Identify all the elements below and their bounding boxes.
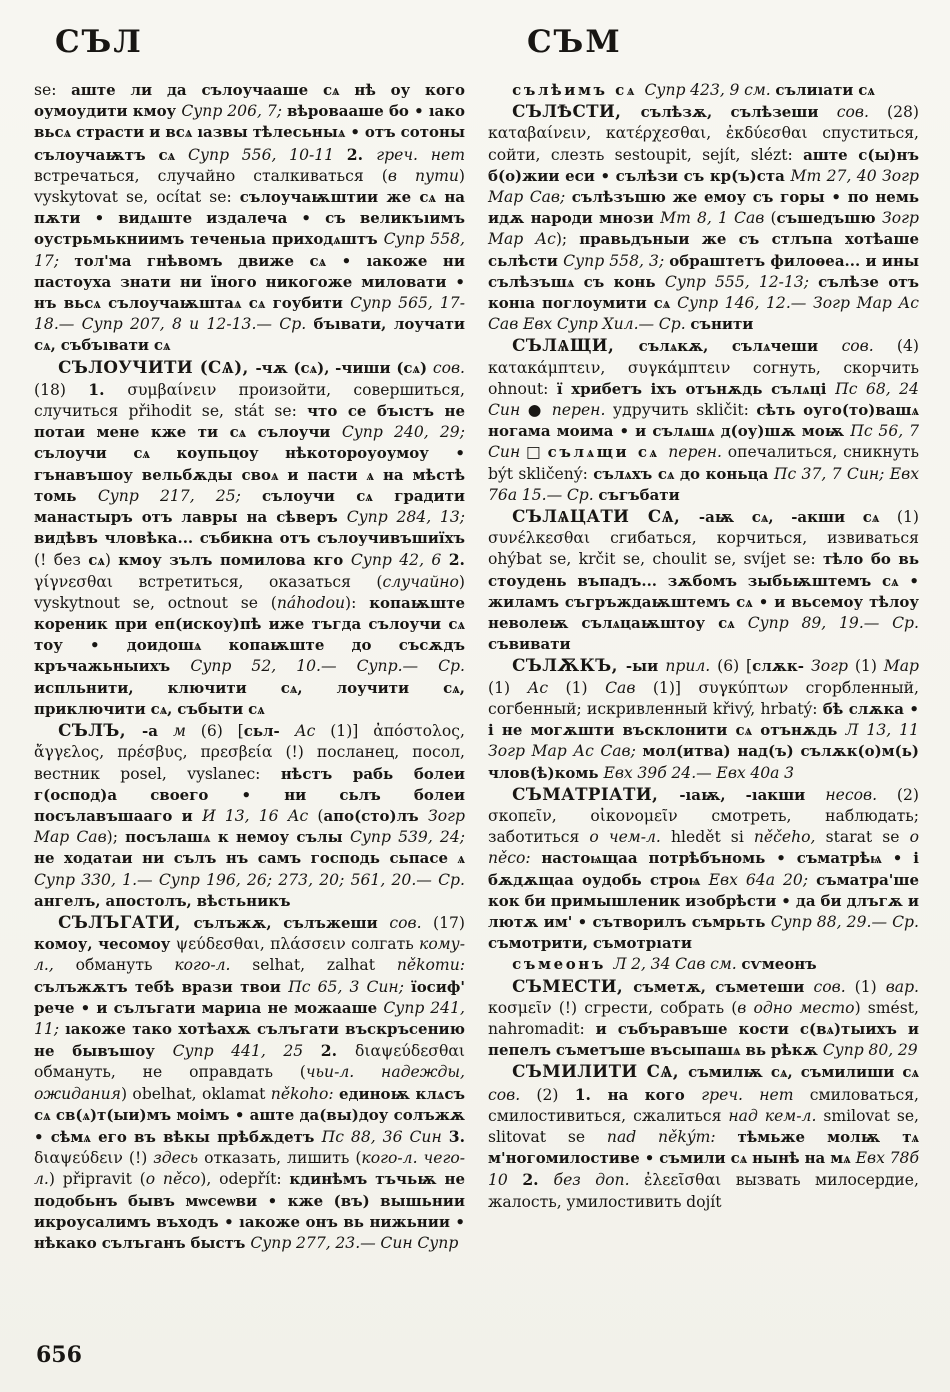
text-segment: аште с(ы)нъ б(о)жии еси • сълѣзи съ кр(ъ)ста	[488, 145, 919, 185]
text-segment: 3.	[448, 1126, 465, 1146]
text-segment: копаѭште кореник при еп(искоу)пѣ иже тъгда сълоучи сѧ тоу • доидошѧ копаѭште до съсѫдъ кръчажьныихъ	[34, 593, 465, 676]
text-segment: сѵмеонъ	[741, 955, 817, 974]
text-segment: съметѫ, съметеши	[633, 977, 814, 996]
text-segment: (1)]	[652, 678, 699, 697]
text-segment: καταβαίνειν, κατέρχεσθαι, ἐκδύεσθαι	[488, 124, 823, 143]
text-segment: и събъравъше кости с(вѧ)тыихъ и пепелъ съметъше въсыпашѧ вь рѣкѫ	[488, 1019, 919, 1060]
text-segment: );	[106, 828, 126, 847]
text-segment: съгъбати	[598, 485, 680, 504]
dictionary-entry	[488, 954, 919, 975]
text-segment: κοσμεῖν	[488, 998, 559, 1017]
text-segment: ●	[527, 401, 552, 420]
text-segment: сов.	[841, 337, 897, 356]
text-segment: чьи-л. надежды, ожидания	[34, 1063, 465, 1103]
text-segment: συνέλκεσθαι	[488, 529, 611, 548]
text-segment: произойти, совершиться, случиться přihodit se, stát se:	[34, 380, 465, 421]
text-segment: ) vyskytovat se, ocítat se:	[34, 166, 466, 207]
text-segment: (18)	[34, 380, 89, 399]
text-segment: СЪЛѢСТИ,	[512, 101, 641, 122]
dictionary-entry	[488, 335, 919, 506]
text-segment: Пс 37, 7 Син; Евх 76а 15.— Ср.	[488, 464, 919, 504]
text-segment: не ходатаи ни сълъ нъ самъ господь сьпасе ѧ	[34, 849, 465, 868]
text-segment: Супр 556, 10-11	[188, 145, 347, 164]
text-segment: -а	[142, 722, 173, 741]
text-segment: Супр 539, 24;	[349, 828, 465, 847]
text-segment: сѣть оуго(то)вашѧ ногама моима • и сълѧшѧ д(оу)шѫ моѭ	[488, 401, 919, 441]
text-segment: несов.	[825, 785, 897, 804]
text-segment: вар.	[885, 977, 920, 996]
text-segment: Супр 277, 23.— Син Супр	[250, 1233, 459, 1252]
text-segment: (	[317, 806, 324, 825]
text-segment: СЪЛОУЧИТИ (СѦ),	[58, 356, 256, 377]
text-segment: -ыи	[625, 657, 666, 676]
running-head-left: СЪЛ	[55, 24, 143, 60]
text-segment: согнуть, скорчить ohnout:	[488, 358, 919, 398]
text-segment: бъıвати, лоучати сѧ, събъıвати сѧ	[34, 315, 466, 355]
text-segment: smilovat se, slitovat se	[488, 1106, 920, 1146]
text-segment: СЪМАТРІАТИ,	[512, 783, 680, 804]
text-segment: удручить skličit:	[612, 401, 757, 420]
dictionary-entry	[488, 506, 919, 655]
text-segment: ї хрибетъ іхъ отънѫдь сълѧці	[556, 379, 836, 398]
text-segment: ангелъ, апостолъ, вѣстьникъ	[34, 891, 291, 910]
dictionary-entry	[488, 80, 919, 101]
text-segment: (!)	[128, 1149, 154, 1168]
text-segment: Евх 64а 20;	[708, 870, 817, 889]
text-segment: Супр 240, 29;	[341, 423, 465, 442]
text-segment: сгибаться, корчиться, извиваться ohýbat se, krčit se, choulit se, svíjet se:	[488, 529, 919, 569]
dictionary-entry	[34, 720, 465, 912]
text-segment: кдинѣмъ тъчьѭ не подобьнъ бывъ мѡсеѡви • кже (въ) вышьнии икроусалимъ въходъ • ıакоже онъ вь нижьнии • нѣкако сълъганъ быстъ	[34, 1170, 465, 1252]
text-segment: СЪМЕСТИ,	[512, 975, 634, 996]
page-number: 656	[36, 1342, 82, 1368]
text-segment: Супр 284, 13;	[346, 508, 465, 527]
text-segment: Супр 555, 12-13;	[664, 272, 819, 291]
text-segment: Мт 8, 1 Сав	[660, 209, 771, 228]
text-segment: (1)	[896, 508, 919, 527]
text-segment: сълиıати сѧ	[775, 81, 875, 99]
text-segment: ) obelhat, oklamat	[120, 1084, 271, 1103]
text-segment: сѧ	[88, 551, 105, 570]
text-segment: ἐλεεῖσθαι	[644, 1171, 736, 1190]
text-segment: (4)	[896, 337, 919, 356]
text-segment: Мт 27, 40 Зогр Мар Сав;	[488, 166, 919, 207]
text-segment: нѣстъ рабь болеи г(оспод)а своего • ни сьлъ болеи посълавъшааго и	[34, 764, 465, 825]
text-segment: обраштетъ филоѳеа... и ины сълѣзъшѧ съ конь	[488, 251, 919, 291]
text-segment: СЪЛЪГАТИ,	[58, 911, 194, 932]
text-segment: (6) [	[717, 657, 753, 676]
text-segment: смотреть, наблюдать; заботиться	[488, 806, 919, 847]
text-segment: съвивати	[488, 635, 571, 654]
text-segment: вѣровааше бо • ıако вьсѧ страсти и всѧ ıазвы тѣлесьныѧ • отъ сотоны сълоучаѭтъ сѧ	[34, 102, 466, 164]
text-segment: Зогр Мар Сав	[34, 806, 465, 847]
text-segment: Ас	[527, 678, 566, 697]
text-segment: Супр 88, 29.— Ср.	[770, 912, 919, 931]
text-segment: συμβαίνειν	[127, 380, 239, 399]
dictionary-entry	[488, 1061, 919, 1212]
text-segment: ψεύδεσθαι, πλάσσειν	[175, 935, 352, 954]
text-segment: Супр 206, 7;	[181, 102, 287, 121]
text-segment: перен.	[551, 401, 613, 420]
text-segment: (1)	[488, 678, 528, 697]
text-segment: Супр 42, 6	[350, 551, 449, 570]
text-segment: апо(сто)лъ	[323, 806, 429, 825]
text-segment: -чѫ (сѧ), -чиши (сѧ)	[255, 358, 433, 377]
text-segment: греч. нет	[701, 1085, 810, 1104]
text-segment: здесь	[153, 1149, 205, 1168]
text-segment: сълоучаѭштии же сѧ на пѫти • видѧште издалеча • съ великъıимъ оустрьмькниимъ теченьıа приходѧштъ	[34, 188, 465, 249]
text-segment: сьл-	[243, 722, 295, 741]
text-segment: (	[770, 209, 777, 228]
text-segment: Супр 217, 25;	[97, 486, 263, 505]
text-segment: без доп.	[553, 1171, 645, 1190]
text-segment: (!) посланец, посол, вестник posel, vyslanec:	[34, 743, 465, 783]
text-segment: διαψεύδειν	[34, 1149, 129, 1168]
text-segment: Пс 65, 3 Син;	[288, 977, 412, 996]
dictionary-entry	[34, 80, 465, 357]
text-segment: случайно	[382, 572, 459, 591]
text-segment: греч. нет	[376, 145, 465, 164]
text-segment: (2)	[536, 1085, 575, 1104]
text-segment: їосиф' рече • и сълъгати мариıа не можааше	[34, 977, 465, 1017]
text-segment: 2.	[522, 1170, 554, 1190]
text-segment: тѣло бо вь стоудень въпадъ... зѫбомъ зыбьѭштемъ сѧ • жиламъ съгръждаѭштемъ сѧ • и вьсемоу тѣлоу неволеѭ сълѧцаѭштоу сѧ	[488, 550, 919, 633]
text-segment: сов.	[432, 358, 465, 377]
text-segment: Евх 39б 24.— Евх 40а 3	[603, 763, 795, 782]
text-segment: ), odepřít:	[200, 1170, 290, 1189]
text-segment: единоѭ клѧсъ сѧ св(ѧ)т(ыи)мъ моімъ • аште да(вы)доу солъжѫ • сѣмѧ его въ вѣкы прѣбѫдетъ	[34, 1084, 465, 1146]
text-segment: съмеонъ	[512, 955, 614, 974]
text-segment: Пс 56, 7 Син	[488, 422, 919, 462]
text-segment: 1.	[574, 1084, 608, 1104]
text-segment: кого-л. чего-л.	[34, 1149, 465, 1189]
text-segment: 2.	[448, 550, 465, 570]
text-segment: вызвать милосердие, жалость, умилостивить dojít	[488, 1171, 919, 1211]
column-left	[34, 80, 465, 1254]
text-segment: (1)	[854, 657, 884, 676]
text-segment: o něco:	[488, 828, 919, 868]
text-segment: аште ли да сълоучааше сѧ нѣ оу кого оумоудити кмоу	[34, 81, 465, 121]
text-segment: (! без	[34, 551, 89, 570]
text-segment: сълѧхъ сѧ до коньца	[593, 464, 774, 483]
text-segment: бѣ слѫка • і не могѫшти въсклонити сѧ отънѫдь	[488, 699, 919, 740]
text-segment: на кого	[607, 1085, 702, 1104]
text-segment: Пс 88, 36 Син	[321, 1127, 449, 1146]
dictionary-entry	[34, 912, 465, 1254]
text-segment: 1.	[88, 379, 128, 399]
text-segment: съмотрити, съмотрıати	[488, 934, 693, 953]
text-segment: о чем-л.	[589, 828, 671, 847]
text-segment: прил.	[665, 657, 718, 676]
text-segment: сълоучи сѧ коупьцоу нѣкотороуоумоу • гънавъшоу вельбѫды своѧ и пасти ѧ на мѣстѣ томь	[34, 444, 465, 505]
text-segment: (1)	[854, 977, 886, 996]
text-segment: Супр 565, 17-18.— Супр 207, 8 и 12-13.— Ср.	[34, 294, 466, 334]
text-segment: nad někým:	[606, 1127, 738, 1146]
text-segment: тол'ма гнѣвомъ движе сѧ • ıакоже ни пастоуха знати ни їного никогоже миловати • нъ вьсѧ сълоучаѭштаѧ сѧ гоубити	[34, 251, 465, 313]
text-segment: γίγνεσθαι	[34, 572, 139, 591]
text-segment: кого-л.	[174, 956, 253, 975]
text-segment: κατακάμπτειν, συγκάμπτειν	[488, 358, 753, 377]
text-segment: сънити	[690, 315, 754, 334]
text-segment: διαψεύδεσθαι	[355, 1042, 465, 1061]
text-segment: selhat, zalhat	[252, 956, 397, 975]
text-segment: сълѣимъ сѧ	[512, 81, 645, 99]
text-segment: СЪМИЛИТИ СѦ,	[512, 1061, 689, 1082]
text-segment: СЪЛЪ,	[58, 720, 143, 741]
text-segment: м	[173, 722, 201, 741]
text-segment: Зогр	[811, 657, 855, 676]
text-segment: Супр 441, 25	[172, 1042, 321, 1061]
text-segment: )	[104, 551, 119, 570]
text-segment: (28)	[887, 103, 920, 122]
text-segment: сълѧкѫ, сълѧчеши	[638, 337, 842, 356]
text-segment: СЪЛѪКЪ,	[512, 655, 626, 676]
text-segment: Супр 330, 1.— Супр 196, 26; 273, 20; 561, 20.— Ср.	[34, 870, 465, 889]
text-segment: сов.	[488, 1085, 537, 1104]
dictionary-entry	[488, 976, 919, 1062]
text-segment: (2)	[896, 785, 919, 804]
text-segment: в одно место	[737, 998, 855, 1017]
text-segment: (1)	[565, 678, 606, 697]
text-segment: Сав	[605, 678, 653, 697]
text-segment: сълѧщи сѧ	[547, 443, 669, 462]
dictionary-entry	[488, 655, 919, 783]
text-segment: сълѣзѫ, сълѣзеши	[640, 103, 837, 122]
text-segment: съшедъшю	[776, 209, 883, 228]
text-segment: Супр 146, 12.— Зогр Мар Ас Сав Евх Супр Хил.— Ср.	[488, 294, 920, 334]
text-segment: комоу, чесомоу	[34, 935, 176, 954]
text-segment: видѣвъ чловѣка... събикна отъ сълоучивъшиїхъ	[34, 529, 465, 548]
text-segment: слѫк-	[752, 657, 812, 676]
text-segment: встретиться, оказаться (	[138, 572, 383, 591]
text-segment: сов.	[813, 977, 855, 996]
text-segment: И 13, 16 Ас	[202, 806, 318, 825]
text-segment: Пс 68, 24 Син	[488, 379, 919, 420]
text-segment: сълѣзъшю же емоу съ горы • по немь идѫ народи мнози	[488, 188, 919, 228]
text-segment: o něco	[145, 1170, 201, 1189]
text-segment: кмоу зълъ помилова кго	[118, 551, 351, 570]
text-segment: συγκύπτων	[698, 678, 806, 697]
text-segment: (1)]	[330, 722, 374, 741]
text-segment: starat se	[825, 828, 910, 847]
dictionary-entry	[34, 357, 465, 720]
text-segment: сълѣзе отъ конıа поглоумити сѧ	[488, 272, 920, 313]
text-segment: ) smést, nahromadit:	[488, 998, 920, 1038]
text-segment: смиловаться, смилостивиться, сжалиться	[488, 1085, 919, 1125]
text-segment: někoho:	[270, 1084, 339, 1103]
text-segment: Супр 52, 10.— Супр.— Ср.	[190, 657, 465, 676]
text-segment: (17)	[432, 913, 465, 932]
text-segment: σκοπεῖν, οἰκονομεῖν	[488, 806, 712, 825]
text-segment: Супр 241, 11;	[34, 998, 465, 1038]
text-segment: опечалиться, сникнуть být skličený:	[488, 443, 920, 483]
text-segment: мол(итва) над(ъ) сълѫк(о)м(ь) члов(ѣ)комь	[488, 742, 919, 782]
text-segment: □	[526, 443, 548, 462]
text-segment: něčeho,	[753, 828, 826, 847]
text-segment: СЪЛѦЩИ,	[512, 335, 639, 356]
column-right	[488, 80, 919, 1254]
text-segment: -ıаѭ, -ıакши	[679, 785, 826, 804]
text-segment: что се бъıстъ не потаи мене кже ти сѧ сълоучи	[34, 402, 465, 442]
text-segment: посълашѧ к немоу сълы	[125, 828, 350, 847]
text-segment: ):	[345, 593, 370, 612]
text-segment: в пути	[387, 166, 459, 185]
text-segment: обмануть, не оправдать (	[34, 1063, 306, 1082]
text-segment: Супр 89, 19.— Ср.	[747, 614, 919, 633]
text-segment: náhodou	[276, 593, 346, 612]
text-segment: тѣмьже молѭ тѧ м'ногомилостиве • съмили сѧ нынѣ на мѧ	[488, 1127, 919, 1168]
text-segment: съмилѭ сѧ, съмилиши сѧ	[688, 1063, 919, 1082]
text-segment: Ас	[294, 722, 331, 741]
dictionary-entry	[488, 101, 919, 335]
text-columns	[34, 80, 919, 1254]
text-segment: сълъжѫтъ тебѣ врази твои	[34, 977, 289, 996]
running-head-right: СЪМ	[527, 24, 622, 60]
text-segment: ἀπόστολος, ἄγγελος, πρέσβυς, πρεσβεία	[34, 722, 465, 762]
text-segment: 2.	[346, 144, 377, 164]
text-segment: (!) сгрести, собрать (	[558, 998, 738, 1017]
text-segment: сов.	[389, 913, 433, 932]
text-segment: hledět si	[670, 828, 754, 847]
text-segment: встречаться, случайно сталкиваться (	[34, 166, 388, 185]
text-segment: сов.	[836, 103, 887, 122]
text-segment: сълъжѫ, сълъжеши	[193, 913, 390, 932]
text-segment: );	[555, 230, 580, 249]
text-segment: правьдъныи же съ стлъпа хотѣаше сьлѣсти	[488, 230, 919, 270]
text-segment: Супр 558, 17;	[34, 230, 465, 270]
text-segment: обмануть	[75, 956, 175, 975]
text-segment: над кем-л.	[728, 1106, 824, 1125]
text-segment: ) vyskytnout se, octnout se (	[34, 572, 465, 612]
text-segment: кому-л.,	[34, 935, 465, 975]
text-segment: Супр 80, 29	[822, 1041, 918, 1060]
text-segment: ıакоже тако хотѣахѫ сълъгати въскръсению не бывъшоу	[34, 1019, 465, 1061]
text-segment: сълоучи сѧ градити манастыръ отъ лавры на сѣверъ	[34, 486, 465, 527]
text-segment: настоѩщаа потрѣбъномь • съматрѣѩ • і бѫдѫщаа оудобь строѩ	[488, 849, 919, 889]
text-segment: отказать, лишить (	[204, 1149, 362, 1168]
text-segment: Супр 558, 3;	[563, 251, 670, 270]
text-segment: съматра'ше кок би примышленик изобрѣсти • да би длъгѫ и лютѫ им' • сътворилъ съмрьть	[488, 870, 919, 931]
text-segment: Зогр Мар Ас	[488, 209, 919, 249]
text-segment: se:	[34, 81, 72, 99]
text-segment: сгорбленный, согбенный; искривленный křivý, hrbatý:	[488, 678, 920, 718]
text-segment: někomu:	[396, 956, 466, 975]
text-segment: Л 13, 11 Зогр Мар Ас Сав;	[488, 721, 920, 761]
text-segment: СЪЛѦЦАТИ СѦ,	[512, 506, 699, 527]
text-segment: Супр 423, 9 см.	[644, 81, 776, 99]
text-segment: перен.	[668, 443, 728, 462]
text-segment: ) připravit (	[48, 1170, 146, 1189]
text-segment: спуститься, сойти, слезть sestoupit, sejít, slézt:	[488, 124, 919, 164]
text-segment: Л 2, 34 Сав см.	[613, 955, 742, 974]
text-segment: Евх 78б 10	[488, 1149, 919, 1190]
text-segment: солгать	[351, 935, 420, 954]
dictionary-entry	[488, 784, 919, 955]
text-segment: (6) [	[200, 722, 244, 741]
text-segment: Мар	[883, 657, 920, 676]
text-segment: испльнити, ключити сѧ, лоучити сѧ, приключити сѧ, събыти сѧ	[34, 678, 465, 718]
text-segment: -аѭ сѧ, -акши сѧ	[698, 508, 897, 527]
text-segment: 2.	[320, 1041, 356, 1061]
